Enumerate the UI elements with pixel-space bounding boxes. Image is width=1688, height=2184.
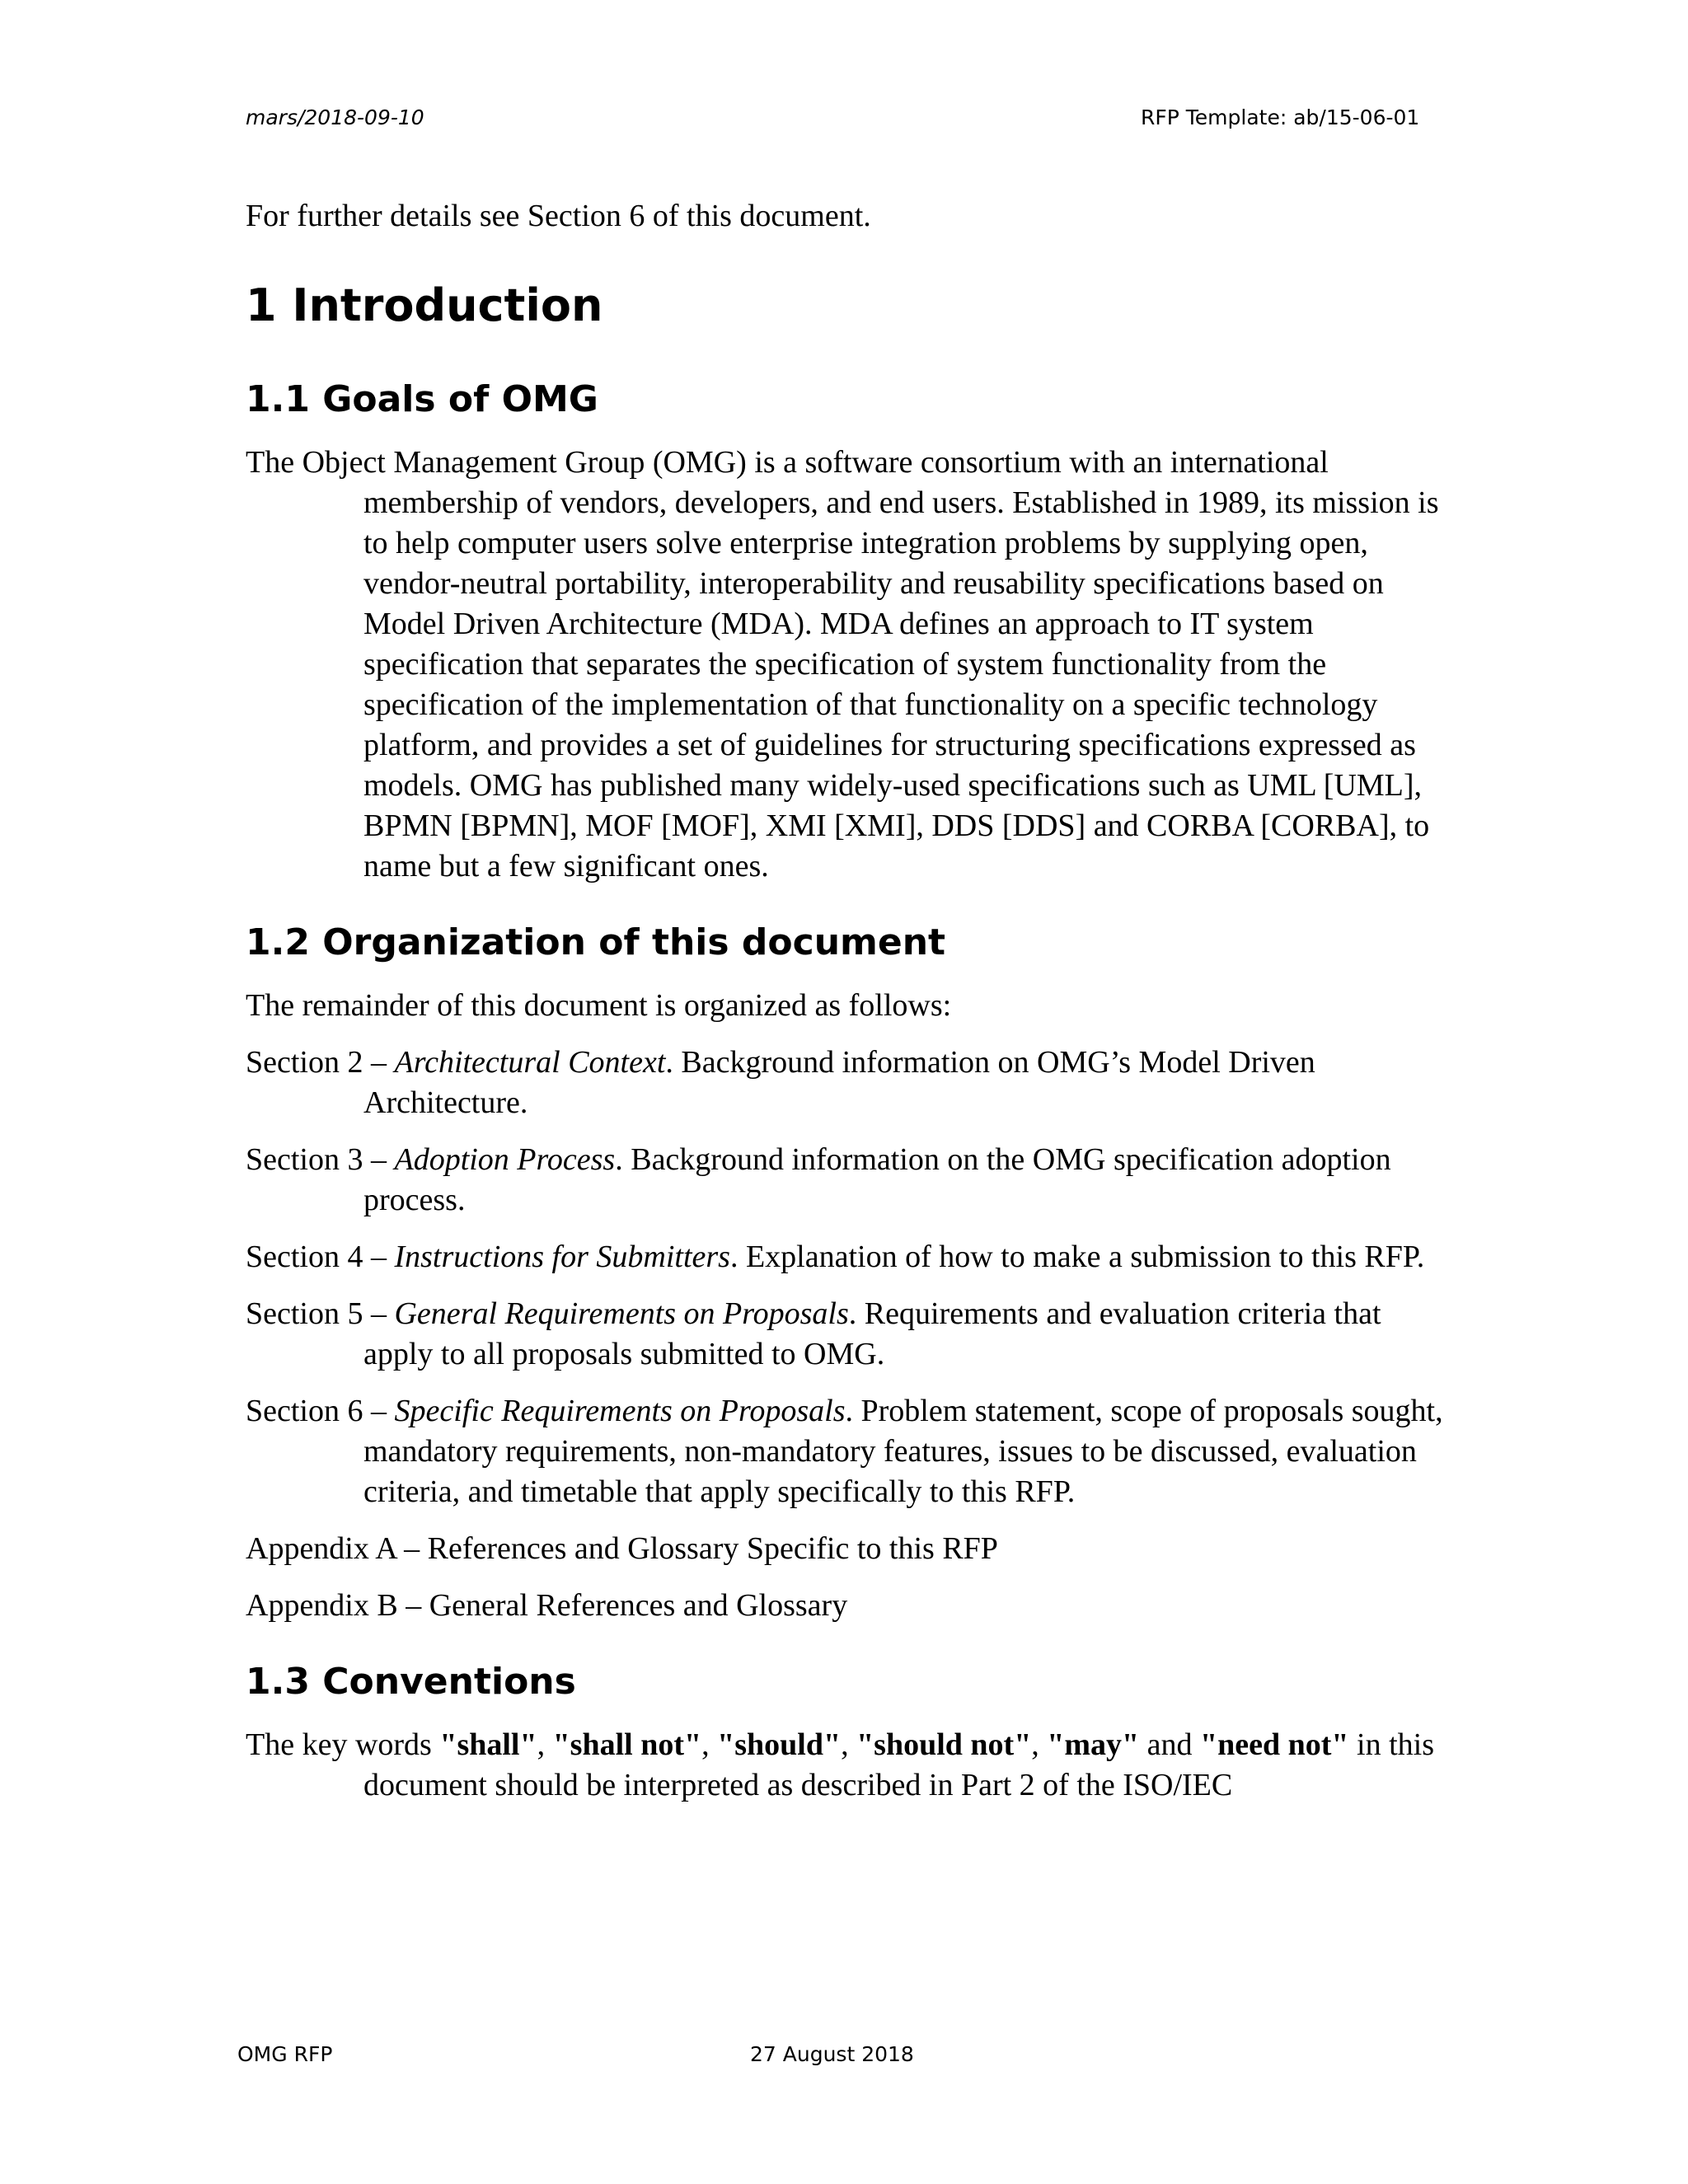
list-item-prefix: Section 2 – xyxy=(246,1045,395,1080)
conventions-text: in this document should be interpreted as described in Part 2 of the ISO/IEC xyxy=(363,1727,1434,1802)
list-item-title: Specific Requirements on Proposals xyxy=(394,1394,846,1428)
conventions-separator: , xyxy=(701,1727,718,1762)
list-item-title: Instructions for Submitters xyxy=(394,1240,730,1274)
conventions-separator: , xyxy=(537,1727,553,1762)
list-item-description: . Problem statement, scope of proposals sought, mandatory requirements, non-mandatory features, issues to be discussed, evaluation criteria, and timetable that apply specifically to this RFP. xyxy=(363,1394,1443,1509)
conventions-text: The key words xyxy=(246,1727,440,1762)
footer-date: 27 August 2018 xyxy=(750,2042,914,2066)
list-item-prefix: Section 5 – xyxy=(246,1296,395,1331)
goals-paragraph: The Object Management Group (OMG) is a software consortium with an international membership of vendors, developers, and end users. Established in 1989, its mission is to help computer users solve enterprise integration problems by supplying open, vendor-neutral portability, interoperability and reusability specifications based on Model Driven Architecture (MDA). MDA defines an approach to IT system specification that separates the specification of system functionality from the specification of the implementation of that functionality on a specific technology platform, and provides a set of guidelines for structuring specifications expressed as models. OMG has published many widely-used specifications such as UML [UML], BPMN [BPMN], MOF [MOF], XMI [XMI], DDS [DDS] and CORBA [CORBA], to name but a few significant ones. xyxy=(246,445,1439,883)
section-1-heading: 1 Introduction xyxy=(246,279,603,331)
conventions-conjunction: and xyxy=(1139,1727,1201,1762)
list-item-section-5 xyxy=(246,1294,1449,1375)
list-item-description: . Explanation of how to make a submission to this RFP. xyxy=(729,1240,1425,1274)
list-item-description: . Background information on the OMG specification adoption process. xyxy=(363,1142,1391,1217)
list-item-section-2 xyxy=(246,1043,1449,1123)
list-item-description: . Requirements and evaluation criteria that apply to all proposals submitted to OMG. xyxy=(363,1296,1381,1371)
conventions-paragraph xyxy=(246,1725,1449,1806)
section-1-3-heading: 1.3 Conventions xyxy=(246,1661,576,1703)
list-item-description: . Background information on OMG’s Model Driven Architecture. xyxy=(363,1045,1315,1120)
list-item-section-4 xyxy=(246,1237,1449,1277)
conventions-separator: , xyxy=(1031,1727,1048,1762)
keyword-should-not: "should not" xyxy=(856,1727,1032,1762)
page-content xyxy=(246,196,1449,1806)
keyword-shall: "shall" xyxy=(439,1727,537,1762)
keyword-should: "should" xyxy=(717,1727,842,1762)
header-document-id: mars/2018-09-10 xyxy=(246,105,424,129)
keyword-may: "may" xyxy=(1047,1727,1140,1762)
list-item-prefix: Section 3 – xyxy=(246,1142,395,1177)
list-item-appendix-a: Appendix A – References and Glossary Specific to this RFP xyxy=(246,1531,998,1566)
section-1-2-heading: 1.2 Organization of this document xyxy=(246,921,946,963)
list-item-title: Architectural Context xyxy=(394,1045,666,1080)
footer-document-type: OMG RFP xyxy=(237,2042,333,2066)
keyword-shall-not: "shall not" xyxy=(552,1727,702,1762)
list-item-title: General Requirements on Proposals xyxy=(394,1296,849,1331)
organization-lead: The remainder of this document is organized as follows: xyxy=(246,988,952,1023)
list-item-prefix: Section 4 – xyxy=(246,1240,395,1274)
intro-line: For further details see Section 6 of this document. xyxy=(246,199,871,233)
list-item-title: Adoption Process xyxy=(394,1142,616,1177)
list-item-prefix: Section 6 – xyxy=(246,1394,395,1428)
keyword-need-not: "need not" xyxy=(1200,1727,1349,1762)
header-template-id: RFP Template: ab/15-06-01 xyxy=(1141,105,1420,129)
list-item-appendix-b: Appendix B – General References and Glossary xyxy=(246,1588,848,1623)
section-1-1-heading: 1.1 Goals of OMG xyxy=(246,378,598,420)
conventions-separator: , xyxy=(841,1727,857,1762)
list-item-section-3 xyxy=(246,1140,1449,1221)
list-item-section-6 xyxy=(246,1391,1449,1512)
